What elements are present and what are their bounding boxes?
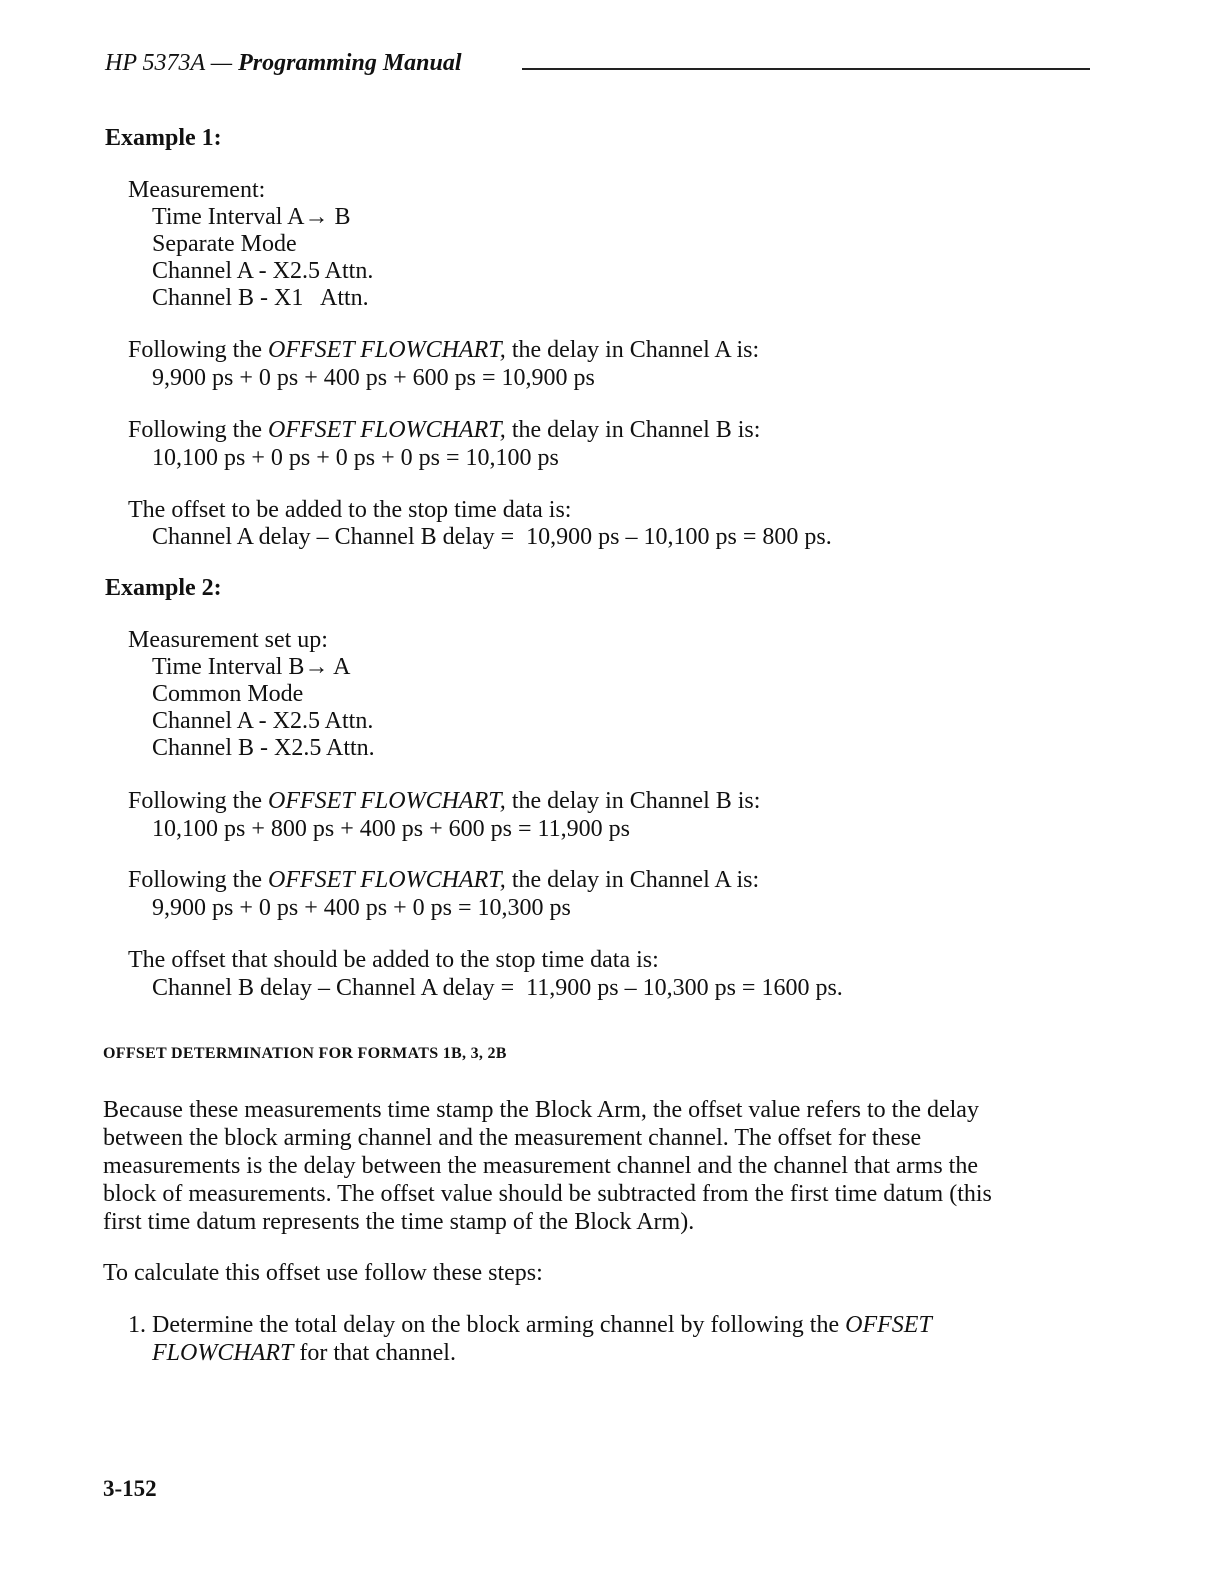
example1-setup-item: Time Interval A→ B [152,204,351,230]
section-heading: OFFSET DETERMINATION FOR FORMATS 1B, 3, 2B [103,1045,507,1062]
example2-setup-item: Channel A - X2.5 Attn. [152,708,374,734]
paragraph-line: block of measurements. The offset value should be subtracted from the first time datum (this [103,1181,992,1207]
example1-setup-label: Measurement: [128,177,266,203]
example2-setup-label: Measurement set up: [128,627,328,653]
example1-setup-item: Channel B - X1 Attn. [152,285,369,311]
example1-follow-b: Following the OFFSET FLOWCHART, the delay in Channel B is: [128,417,761,443]
example1-calc-a: 9,900 ps + 0 ps + 400 ps + 600 ps = 10,900 ps [152,365,595,391]
step-1-line1: 1. Determine the total delay on the block arming channel by following the OFFSET [128,1312,932,1338]
step-1-line2: FLOWCHART for that channel. [152,1340,456,1366]
example1-setup-item: Separate Mode [152,231,297,257]
paragraph-line: between the block arming channel and the measurement channel. The offset for these [103,1125,922,1151]
example2-setup-item: Common Mode [152,681,304,707]
example2-offset-calc: Channel B delay – Channel A delay = 11,900 ps – 10,300 ps = 1600 ps. [152,975,843,1001]
example1-offset-label: The offset to be added to the stop time data is: [128,497,572,523]
example1-setup-item: Channel A - X2.5 Attn. [152,258,374,284]
example2-calc-b: 10,100 ps + 800 ps + 400 ps + 600 ps = 11,900 ps [152,816,630,842]
paragraph-line: Because these measurements time stamp the Block Arm, the offset value refers to the delay [103,1097,979,1123]
example2-offset-label: The offset that should be added to the stop time data is: [128,947,659,973]
paragraph-line: first time datum represents the time stamp of the Block Arm). [103,1209,695,1235]
steps-intro: To calculate this offset use follow these steps: [103,1260,543,1286]
example1-calc-b: 10,100 ps + 0 ps + 0 ps + 0 ps = 10,100 ps [152,445,559,471]
example2-heading: Example 2: [105,575,222,601]
example1-offset-calc: Channel A delay – Channel B delay = 10,900 ps – 10,100 ps = 800 ps. [152,524,832,550]
header-title: Programming Manual [238,50,462,76]
example2-follow-a: Following the OFFSET FLOWCHART, the delay in Channel A is: [128,867,760,893]
page-number: 3-152 [103,1476,157,1501]
example2-setup-item: Time Interval B→ A [152,654,351,680]
example1-follow-a: Following the OFFSET FLOWCHART, the delay in Channel A is: [128,337,760,363]
example1-heading: Example 1: [105,125,222,151]
example2-follow-b: Following the OFFSET FLOWCHART, the delay in Channel B is: [128,788,761,814]
example2-calc-a: 9,900 ps + 0 ps + 400 ps + 0 ps = 10,300 ps [152,895,571,921]
example2-setup-item: Channel B - X2.5 Attn. [152,735,375,761]
running-header [105,50,462,77]
header-rule [522,68,1090,70]
paragraph-line: measurements is the delay between the measurement channel and the channel that arms the [103,1153,978,1179]
header-model: HP 5373A — [105,50,239,76]
